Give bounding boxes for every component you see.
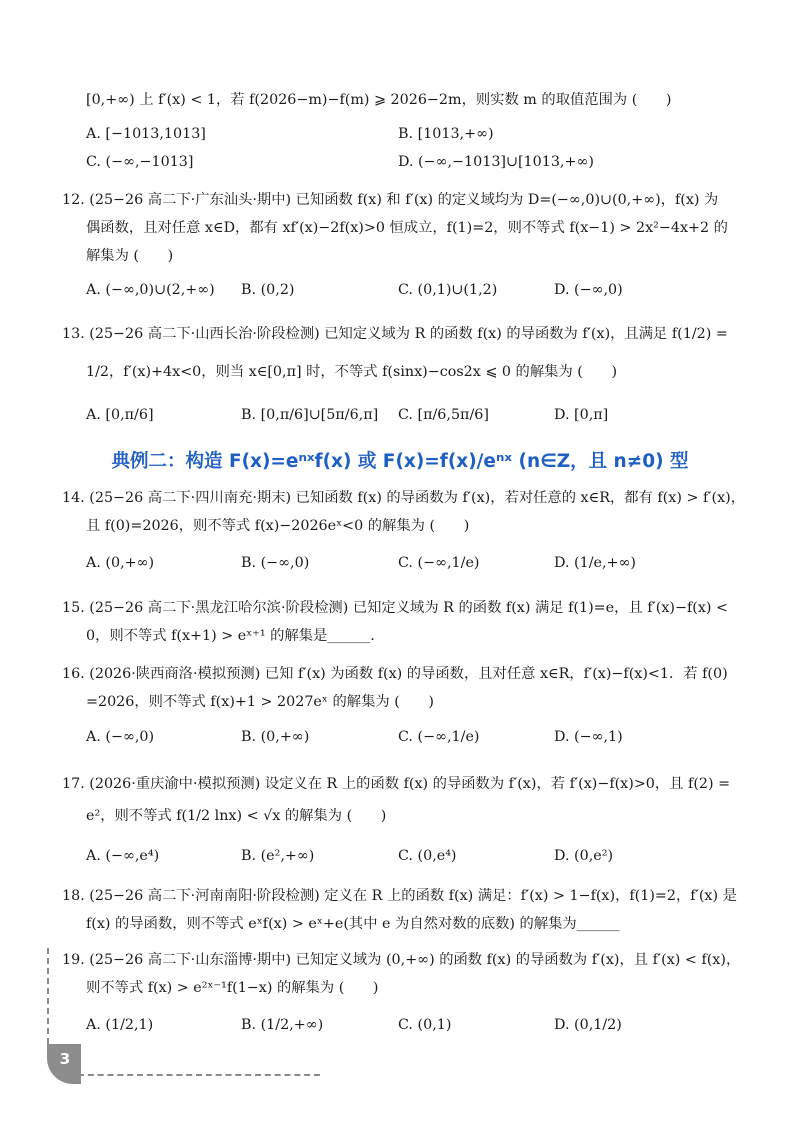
q17-option-d: D. (0,e²) xyxy=(554,848,614,864)
q12-option-c: C. (0,1)∪(1,2) xyxy=(398,282,498,298)
q12-line-3: 解集为 ( ) xyxy=(86,248,174,264)
q13-option-d: D. [0,π] xyxy=(554,407,609,423)
q19-option-c: C. (0,1) xyxy=(398,1017,452,1033)
q13-option-c: C. [π/6,5π/6] xyxy=(398,407,489,423)
footer-dashed-line xyxy=(78,1074,320,1076)
q18-line-2: f(x) 的导函数，则不等式 eˣf(x) > eˣ+e(其中 e 为自然对数的底数) 的解集为______ xyxy=(86,916,620,932)
q14-option-d: D. (1/e,+∞) xyxy=(554,555,637,571)
q17-line-2: e²，则不等式 f(1/2 lnx) < √x 的解集为 ( ) xyxy=(86,808,387,824)
q14-line-2: 且 f(0)=2026，则不等式 f(x)−2026eˣ<0 的解集为 ( ) xyxy=(86,518,470,534)
q14-option-c: C. (−∞,1/e) xyxy=(398,555,480,571)
q19-option-d: D. (0,1/2) xyxy=(554,1017,622,1033)
page-number: 3 xyxy=(59,1050,71,1068)
q11-option-d: D. (−∞,−1013]∪[1013,+∞) xyxy=(398,154,594,170)
q16-option-a: A. (−∞,0) xyxy=(86,729,155,745)
q19-line-1: 19. (25−26 高二下·山东淄博·期中) 已知定义域为 (0,+∞) 的函数 f(x) 的导函数为 f′(x)，且 f′(x) < f(x)， xyxy=(62,952,741,968)
q17-line-1: 17. (2026·重庆渝中·模拟预测) 设定义在 R 上的函数 f(x) 的导函数为 f′(x)，若 f′(x)−f(x)>0，且 f(2) = xyxy=(62,776,731,792)
q13-line-1: 13. (25−26 高二下·山西长治·阶段检测) 已知定义域为 R 的函数 f(x) 的导函数为 f′(x)，且满足 f(1/2) = xyxy=(62,326,728,342)
section-heading: 典例二：构造 F(x)=eⁿˣf(x) 或 F(x)=f(x)/eⁿˣ (n∈Z，且 n≠0) 型 xyxy=(111,451,689,472)
q16-line-1: 16. (2026·陕西商洛·模拟预测) 已知 f′(x) 为函数 f(x) 的导函数，且对任意 x∈R，f′(x)−f(x)<1．若 f(0) xyxy=(62,666,728,682)
q19-option-a: A. (1/2,1) xyxy=(86,1017,154,1033)
q16-line-2: =2026，则不等式 f(x)+1 > 2027eˣ 的解集为 ( ) xyxy=(86,694,434,710)
q12-line-2: 偶函数，且对任意 x∈D，都有 xf′(x)−2f(x)>0 恒成立，f(1)=2，则不等式 f(x−1) > 2x²−4x+2 的 xyxy=(86,220,728,236)
q11-option-c: C. (−∞,−1013] xyxy=(86,154,194,170)
q17-option-a: A. (−∞,e⁴) xyxy=(86,848,160,864)
q16-option-b: B. (0,+∞) xyxy=(241,729,310,745)
q16-option-c: C. (−∞,1/e) xyxy=(398,729,480,745)
q12-option-b: B. (0,2) xyxy=(241,282,295,298)
q11-line-1: [0,+∞) 上 f′(x) < 1，若 f(2026−m)−f(m) ⩾ 2026−2m，则实数 m 的取值范围为 ( ) xyxy=(86,92,672,108)
q16-option-d: D. (−∞,1) xyxy=(554,729,623,745)
q19-option-b: B. (1/2,+∞) xyxy=(241,1017,324,1033)
q12-option-d: D. (−∞,0) xyxy=(554,282,623,298)
margin-dashed-line xyxy=(47,948,49,1044)
q13-option-a: A. [0,π/6] xyxy=(86,407,154,423)
q14-option-a: A. (0,+∞) xyxy=(86,555,155,571)
q14-line-1: 14. (25−26 高二下·四川南充·期末) 已知函数 f(x) 的导函数为 f′(x)，若对任意的 x∈R，都有 f(x) > f′(x)， xyxy=(62,490,746,506)
q11-option-a: A. [−1013,1013] xyxy=(86,126,206,142)
q13-line-2: 1/2，f′(x)+4x<0，则当 x∈[0,π] 时，不等式 f(sinx)−cos2x ⩽ 0 的解集为 ( ) xyxy=(86,364,618,380)
q17-option-c: C. (0,e⁴) xyxy=(398,848,457,864)
q14-option-b: B. (−∞,0) xyxy=(241,555,310,571)
q19-line-2: 则不等式 f(x) > e²ˣ⁻¹f(1−x) 的解集为 ( ) xyxy=(86,980,379,996)
q12-line-1: 12. (25−26 高二下·广东汕头·期中) 已知函数 f(x) 和 f′(x) 的定义域均为 D=(−∞,0)∪(0,+∞)，f(x) 为 xyxy=(62,192,719,208)
q13-option-b: B. [0,π/6]∪[5π/6,π] xyxy=(241,407,379,423)
q15-line-2: 0，则不等式 f(x+1) > eˣ⁺¹ 的解集是______. xyxy=(86,628,375,644)
q15-line-1: 15. (25−26 高二下·黑龙江哈尔滨·阶段检测) 已知定义域为 R 的函数 f(x) 满足 f(1)=e，且 f′(x)−f(x) < xyxy=(62,600,728,616)
q17-option-b: B. (e²,+∞) xyxy=(241,848,315,864)
q11-option-b: B. [1013,+∞) xyxy=(398,126,494,142)
q12-option-a: A. (−∞,0)∪(2,+∞) xyxy=(86,282,215,298)
q18-line-1: 18. (25−26 高二下·河南南阳·阶段检测) 定义在 R 上的函数 f(x) 满足：f′(x) > 1−f(x)，f(1)=2，f′(x) 是 xyxy=(62,888,737,904)
